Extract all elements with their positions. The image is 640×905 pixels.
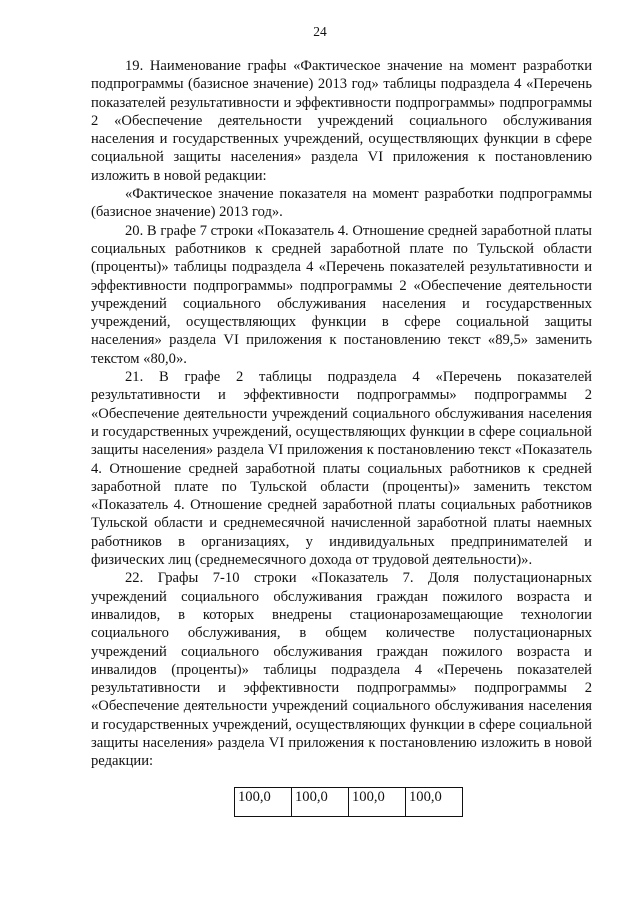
paragraph-20: 20. В графе 7 строки «Показатель 4. Отношение средней заработной платы социальных работников к средней заработной плате по Тульской области (проценты)» таблицы подраздела 4 «Перечень показателей результативности и эффективности подпрограммы» подпрограммы 2 «Обеспечение деятельности учреждений социального обслуживания населения и государственных учреждений, осуществляющих функции в сфере социальной защиты населения» раздела VI приложения к постановлению текст «89,5» заменить текстом «80,0». bbox=[91, 222, 592, 367]
table-cell-col-8: 100,0 bbox=[292, 787, 349, 816]
table-row bbox=[235, 787, 463, 816]
paragraph-22: 22. Графы 7-10 строки «Показатель 7. Доля полустационарных учреждений социального обслуживания граждан пожилого возраста и инвалидов, в которых внедрены стационарозамещающие технологии социального обслуживания, в общем количестве полустационарных учреждений социального обслуживания граждан пожилого возраста и инвалидов (проценты)» таблицы подраздела 4 «Перечень показателей результативности и эффективности подпрограммы» подпрограммы 2 «Обеспечение деятельности учреждений социального обслуживания населения и государственных учреждений, осуществляющих функции в сфере социальной защиты населения» раздела VI приложения к постановлению изложить в новой редакции: bbox=[91, 570, 592, 770]
table-cell-col-7: 100,0 bbox=[235, 787, 292, 816]
paragraph-21: 21. В графе 2 таблицы подраздела 4 «Перечень показателей результативности и эффективности подпрограммы» подпрограммы 2 «Обеспечение деятельности учреждений социального обслуживания населения и государственных учреждений, осуществляющих функции в сфере социальной защиты населения» раздела VI приложения к постановлению текст «Показатель 4. Отношение средней заработной платы социальных работников к средней заработной плате по Тульской области (проценты)» заменить текстом «Показатель 4. Отношение средней заработной платы социальных работников Тульской области и среднемесячной начисленной заработной платы наемных работников в организациях, у индивидуальных предпринимателей и физических лиц (среднемесячного дохода от трудовой деятельности)». bbox=[91, 369, 592, 569]
page-number: 24 bbox=[313, 24, 327, 39]
table-cell-col-9: 100,0 bbox=[349, 787, 406, 816]
paragraph-19: 19. Наименование графы «Фактическое значение на момент разработки подпрограммы (базисное значение) 2013 год» таблицы подраздела 4 «Перечень показателей результативности и эффективности подпрограммы» подпрограммы 2 «Обеспечение деятельности учреждений социального обслуживания населения и государственных учреждений, осуществляющих функции в сфере социальной защиты населения» раздела VI приложения к постановлению изложить в новой редакции: bbox=[91, 58, 592, 184]
paragraph-19-quote: «Фактическое значение показателя на момент разработки подпрограммы (базисное значение) 2013 год». bbox=[91, 186, 592, 221]
values-table-wrapper bbox=[234, 787, 592, 817]
values-table bbox=[234, 787, 463, 817]
document-body bbox=[91, 57, 592, 817]
table-cell-col-10: 100,0 bbox=[406, 787, 463, 816]
